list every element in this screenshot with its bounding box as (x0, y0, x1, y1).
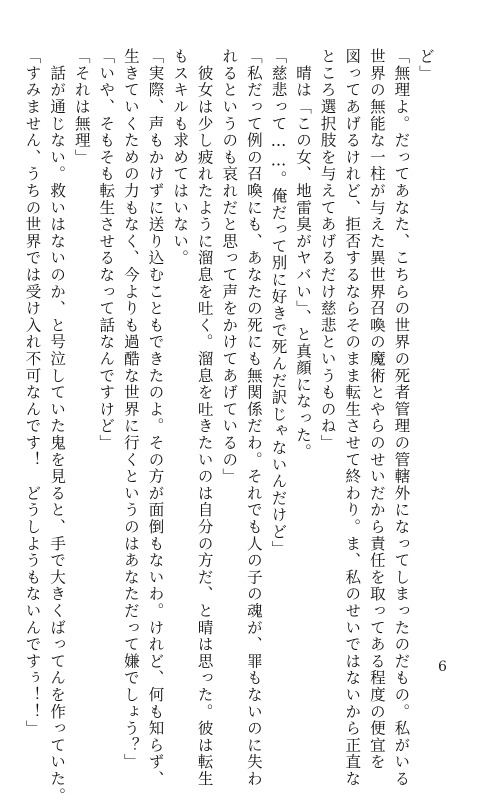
text-line: 世界の無能な一柱が与えた異世界召喚の魔術とやらのせいだから責任を取ってある程度の便宜を (367, 48, 386, 771)
novel-body-text (20, 48, 438, 804)
text-line: 「私だって例の召喚にも、あなたの死にも無関係だわ。それでも人の子の魂が、罪もないのに失わ (244, 48, 263, 788)
text-line: ど」 (417, 48, 435, 82)
text-line: 「実際、声もかけずに送り込むこともできたのよ。その方が面倒もないわ。けれど、何も知らず、 (146, 48, 165, 788)
page-number: 6 (438, 659, 447, 675)
text-line: 「無理よ。だってあなた、こちらの世界の死者管理の管轄外になってしまったのだもの。私がいる (392, 48, 411, 788)
text-line: 「それは無理」 (72, 48, 91, 166)
text-line: 「いや、そもそも転生させるなって話なんですけど」 (97, 48, 116, 452)
text-line: 晴は「この女、地雷臭がヤバい」、と真顔になった。 (294, 48, 313, 461)
text-line: ところ選択肢を与えてあげるだけ慈悲というものね」 (318, 48, 337, 452)
text-line: もスキルも求めてはいない。 (171, 48, 190, 267)
text-line: 話が通じない。救いはないのか、と号泣していた鬼を見ると、手で大きくばってんを作っていた。 (48, 48, 67, 804)
text-line: れるというのも哀れだと思って声をかけてあげているの」 (220, 48, 239, 485)
text-line: 図ってあげるけれど、拒否するならそのまま転生させて終わり。ま、私のせいではないから正直な (343, 48, 362, 788)
text-line: 「すみません、うちの世界では受け入れ不可なんです！ どうしようもないんですぅ！！」 (23, 48, 42, 737)
text-line: 生きていくための力もなく、今よりも過酷な世界に行くというのはあなただって嫌でしょう？」 (121, 48, 140, 771)
text-line: 彼女は少し疲れたように溜息を吐く。溜息を吐きたいのは自分の方だ、と晴は思った。彼は転生 (195, 48, 214, 788)
text-line: 「慈悲って……。俺だって別に好きで死んだ訳じゃないんだけど」 (269, 48, 288, 557)
